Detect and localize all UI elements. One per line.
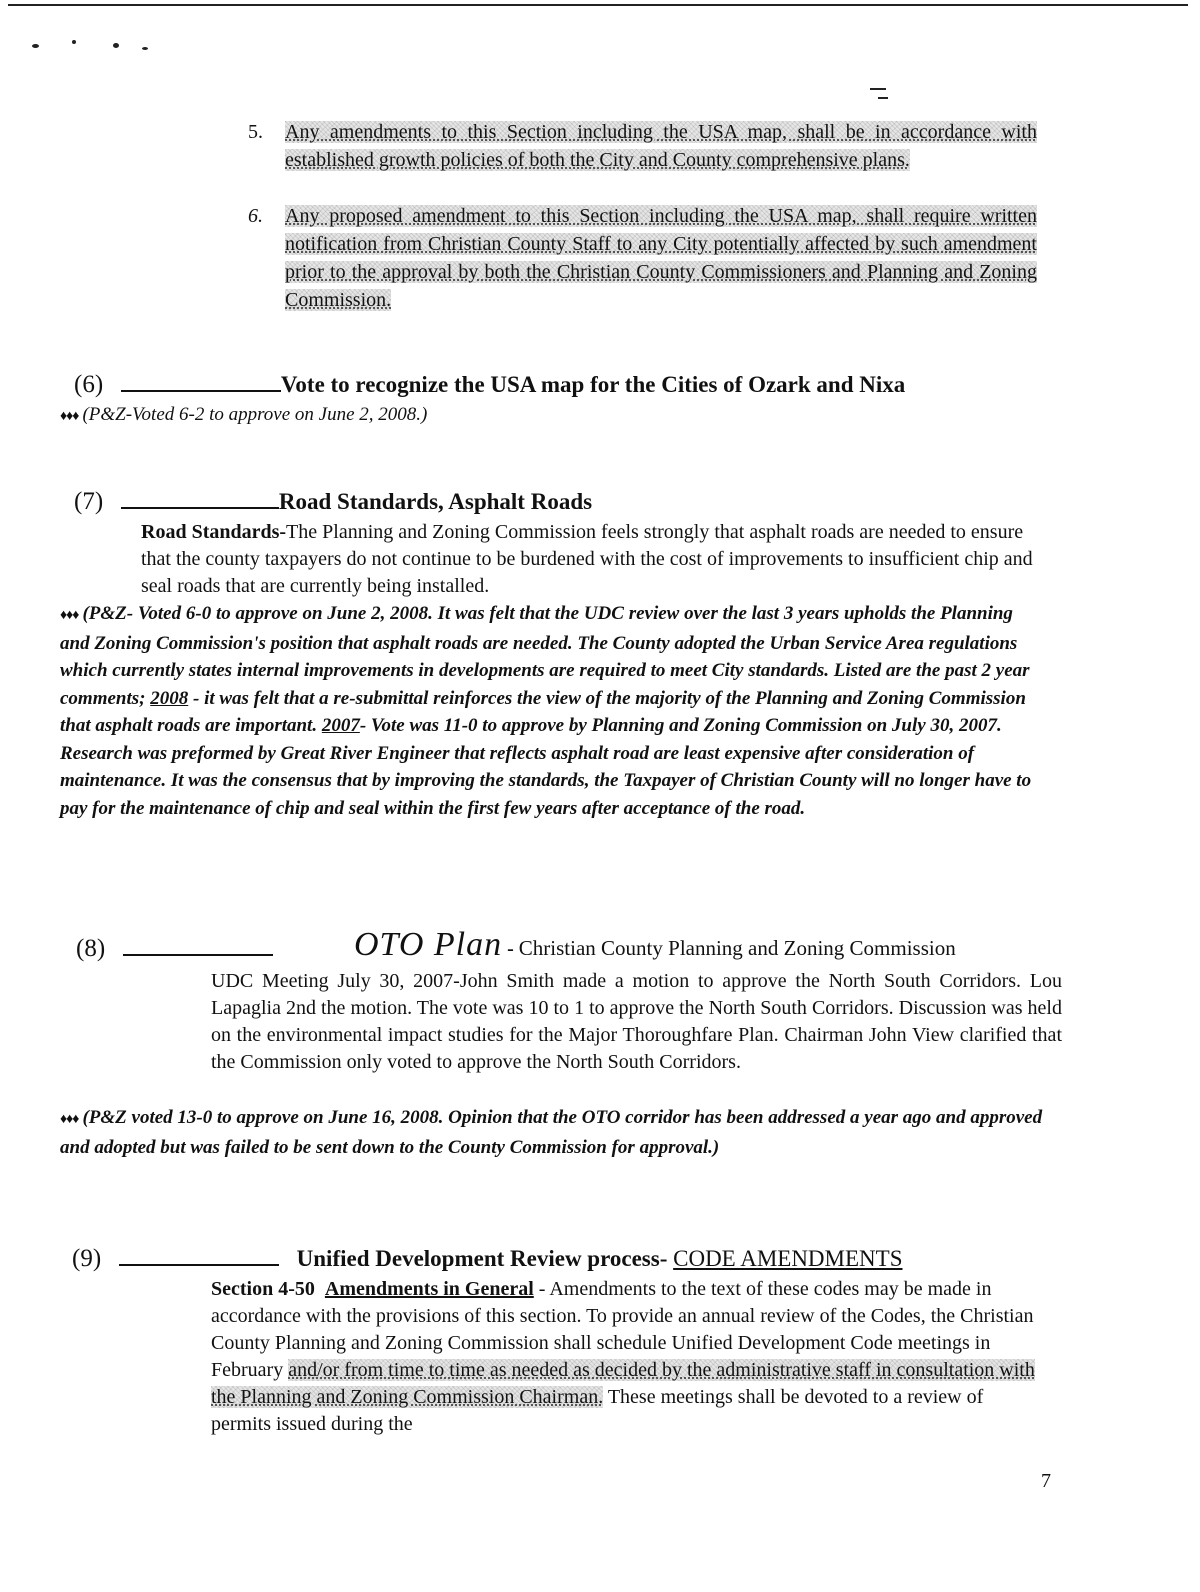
section-7-note bbox=[60, 600, 1045, 822]
item-5-highlight: Any amendments to this Section including the USA map, shall be in accordance with established growth policies of both the City and County comprehensive plans. bbox=[285, 121, 1037, 171]
bullet-diamonds-icon: ♦♦♦ bbox=[60, 608, 79, 623]
section-6-blank-line bbox=[121, 390, 281, 392]
bullet-diamonds-icon: ♦♦♦ bbox=[60, 1112, 79, 1127]
section-6-heading bbox=[74, 370, 905, 400]
section-9-highlight: and/or from time to time as needed as decided by the administrative staff in consultation with the Planning and Zoning Commission Chairman. bbox=[211, 1359, 1035, 1408]
section-7-title: Road Standards, Asphalt Roads bbox=[278, 489, 593, 514]
section-8-first-line: Christian County Planning and Zoning Commission bbox=[518, 936, 956, 960]
section-7-note-c: - Vote was 11-0 to approve by Planning and Zoning Commission on July 30, 2007. Research was preformed by Great River Engineer that reflects asphalt road are least expensive after consideration of maintenance. It was the consensus that by improving the standards, the Taxpayer of Christian County will no longer have to pay for the maintenance of chip and seal within the first few years after acceptance of the road. bbox=[60, 715, 1032, 819]
section-8-heading bbox=[76, 934, 273, 964]
section-6-note bbox=[60, 401, 427, 430]
section-8-dash: - bbox=[502, 938, 519, 960]
section-7-body-text: The Planning and Zoning Commission feels strongly that asphalt roads are needed to ensure that the county taxpayers do not continue to be burdened with the cost of improvements to insufficient chip and seal roads that are currently being installed. bbox=[141, 521, 1033, 597]
item-5-text bbox=[285, 118, 1037, 174]
section-7-heading bbox=[74, 487, 592, 517]
section-9-number: (9) bbox=[72, 1245, 102, 1272]
section-9-title: Unified Development Review process- bbox=[296, 1246, 674, 1271]
section-9-blank-line bbox=[119, 1264, 279, 1266]
section-9-label: Section 4-50 bbox=[211, 1278, 315, 1300]
section-6-number: (6) bbox=[74, 371, 104, 398]
section-9-body-b: These meetings shall be devoted to a review of permits issued during the bbox=[211, 1386, 984, 1435]
item-6-text bbox=[285, 202, 1037, 314]
section-7-blank-line bbox=[121, 507, 279, 509]
section-8-title: OTO Plan bbox=[354, 926, 503, 963]
top-border-line bbox=[8, 4, 1188, 6]
item-6-highlight: Any proposed amendment to this Section including the USA map, shall require written notification from Christian County Staff to any City potentially affected by such amendment prior to the approval by both the Christian County Commissioners and Planning and Zoning Commission. bbox=[285, 205, 1037, 311]
section-7-note-b: - it was felt that a re-submittal reinforces the view of the majority of the Planning and Zoning Commission that asphalt roads are important. bbox=[60, 687, 1026, 736]
item-6-number: 6. bbox=[248, 205, 263, 227]
section-7-lead: Road Standards- bbox=[141, 521, 287, 543]
section-8-note bbox=[60, 1104, 1065, 1161]
section-8-note-text: (P&Z voted 13-0 to approve on June 16, 2008. Opinion that the OTO corridor has been addressed a year ago and approved and adopted but was failed to be sent down to the County Commission for approval.) bbox=[60, 1107, 1043, 1158]
section-9-section-title: Amendments in General bbox=[324, 1278, 534, 1300]
section-8-number: (8) bbox=[76, 935, 106, 962]
section-7-note-a: (P&Z- Voted 6-0 to approve on June 2, 2008. It was felt that the UDC review over the last 3 years upholds the Planning and Zoning Commission's position that asphalt roads are needed. The County adopted the Urban Service Area regulations which currently states internal improvements in developments are required to meet City standards. Listed are the past 2 year comments; bbox=[60, 603, 1030, 709]
section-7-body bbox=[141, 519, 1041, 600]
section-6-note-text: (P&Z-Voted 6-2 to approve on June 2, 2008.) bbox=[82, 404, 428, 425]
section-8-title-line bbox=[354, 926, 956, 964]
section-8-blank-line bbox=[123, 954, 273, 956]
bullet-diamonds-icon: ♦♦♦ bbox=[60, 409, 79, 424]
section-9-title-underlined: CODE AMENDMENTS bbox=[673, 1246, 903, 1271]
section-9-heading bbox=[72, 1244, 903, 1274]
section-8-body-text: UDC Meeting July 30, 2007-John Smith made a motion to approve the North South Corridors. Lou Lapaglia 2nd the motion. The vote was 10 to 1 to approve the North South Corridors. Discussion was held on the environmental impact studies for the Major Thoroughfare Plan. Chairman John View clarified that the Commission only voted to approve the North South Corridors. bbox=[211, 970, 1062, 1073]
section-8-body bbox=[211, 968, 1062, 1076]
item-5-number: 5. bbox=[248, 121, 263, 143]
section-6-title: Vote to recognize the USA map for the Cities of Ozark and Nixa bbox=[280, 372, 906, 397]
page-number: 7 bbox=[1041, 1470, 1051, 1492]
section-7-number: (7) bbox=[74, 488, 104, 515]
section-7-year-2007: 2007 bbox=[321, 715, 360, 736]
section-9-body bbox=[211, 1276, 1045, 1438]
section-9-body-a: - Amendments to the text of these codes may be made in accordance with the provisions of this section. To provide an annual review of the Codes, the Christian County Planning and Zoning Commission shall schedule Unified Development Code meetings in February bbox=[211, 1278, 1034, 1381]
section-7-year-2008: 2008 bbox=[150, 687, 189, 709]
